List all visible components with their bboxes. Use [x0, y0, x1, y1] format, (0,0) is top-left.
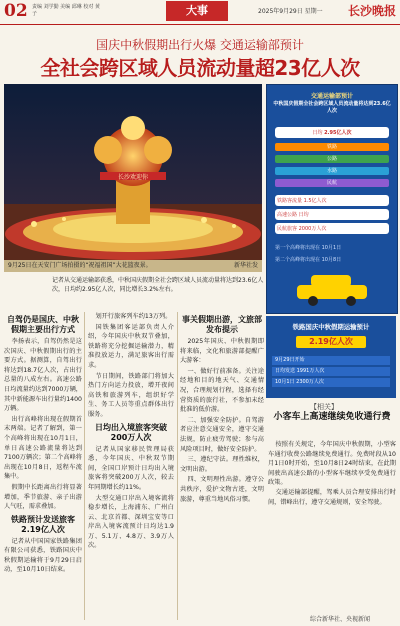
- col2-para: 节日期间，铁路部门将加大热门方向运力投放，增开夜间高铁和旅游列车，组织好学生、务工人员等重点群体出行服务。: [88, 372, 174, 418]
- source-credit: 综合新华社、央视新闻: [310, 616, 371, 623]
- col2-para: 国铁集团客运部负责人介绍，今年国庆中秋双节叠加，铁路将充分挖掘运输潜力，精准投放运力，满足旅客出行需求。: [88, 323, 174, 369]
- col2-subheading: 日均出入境旅客突破200万人次: [95, 422, 167, 442]
- col1-para: 李扬表示，自驾仍然是这次国庆、中秋假期出行的主要方式。据测算，自驾出行将达到18.7亿人次，占出行总量的八成左右。高速公路日均流量约达到7000万辆，其中新能源车出行量约1400万辆。: [4, 338, 82, 413]
- col1-para: 假期中长距离出行将显著增加，季节旅游、亲子出游人气旺，需求叠加。: [4, 483, 82, 511]
- issue-date: 2025年9月29日 星期一: [258, 8, 323, 15]
- col2-para: 大型交通口岸出入境客流将稳步增长，上海浦东、广州白云、北京首都、深圳宝安等口岸出入境客流预计日均达1.9万、5.1万、4.8万、3.9万人次。: [88, 494, 174, 550]
- col3-para: 一、做好行前准备。关注途经地和目的地天气、交通情况，合理规划行程，选择有经营资质的旅行社，不参加未经批准的低价游。: [180, 367, 264, 414]
- related-para: 交通运输部提醒，驾乘人员合理安排出行时间，错峰出行，遵守交通规则，安全驾驶。: [268, 488, 396, 506]
- col3-para: 二、加强安全防护。自驾游者应注意交通安全，遵守交通法规，防止疲劳驾驶；参与高风险项目时，做好安全防护。: [180, 416, 264, 453]
- railway-row: 10月1日 2300万人次: [272, 378, 390, 387]
- infographic-title: 交通运输部预计: [310, 93, 353, 100]
- infographic-subtitle: 中秋国庆假期全社会跨区域人员流动量将达到23.6亿人次: [273, 101, 391, 114]
- flower-basket-photo: [4, 84, 262, 260]
- col1-heading: 自驾仍是国庆、中秋假期主要出行方式: [7, 315, 79, 334]
- peak-note-1: 第一个高峰将出现在 10月1日: [275, 245, 342, 251]
- railway-row: 日均发送 1991万人次: [272, 367, 390, 376]
- infographic-daily-box: [275, 127, 389, 138]
- related-article: [268, 440, 396, 507]
- travel-infographic: [266, 84, 398, 314]
- mode-bar-water: 水路: [275, 167, 389, 175]
- col2-para: 划开行旅客列车约13万列。: [95, 313, 172, 320]
- article-column-1: [4, 312, 82, 576]
- mode-bar-road: 公路: [275, 155, 389, 163]
- newspaper-logo: 长沙晚报: [348, 4, 397, 18]
- article-column-2: [88, 312, 174, 552]
- col1-para: 出行高峰将出现在假期首末两端。记者了解到，第一个高峰将出现在10月1日，单日高速公路流量将达到7100万辆次；第二个高峰将出现在10月8日，返程车流集中。: [4, 415, 82, 481]
- info-air-box: 民航旅客 2000万人次: [275, 223, 389, 234]
- col3-heading: 事关假期出游，文旅部发布提示: [182, 315, 262, 334]
- night-photo-illustration: [4, 84, 262, 260]
- mode-bar-railway: 铁路: [275, 143, 389, 151]
- article-column-3: [180, 312, 264, 505]
- railway-infobox-title: 铁路国庆中秋假期运输预计: [292, 323, 370, 331]
- col3-para: 2025年国庆、中秋假期即将来临，文化和旅游部提醒广大游客：: [180, 338, 264, 365]
- railway-row: 9月29日开始: [272, 356, 390, 365]
- photo-caption: 9月25日在天安门广场拍摄的“祝福祖国”大花篮夜景。: [8, 262, 152, 269]
- railway-infobox: [266, 316, 396, 398]
- car-icon: [287, 271, 377, 307]
- related-title: 小客车上高速继续免收通行费: [273, 412, 391, 422]
- column-divider: [177, 312, 178, 620]
- page-number: 02: [4, 1, 28, 21]
- col1-subheading: 铁路预计发送旅客2.19亿人次: [11, 514, 75, 534]
- daily-label: 日均: [312, 130, 323, 136]
- info-railway-box: 铁路客流量 1.5亿人次: [275, 195, 389, 206]
- railway-row-list: [272, 356, 390, 389]
- mode-bar-air: 民航: [275, 179, 389, 187]
- headline: 全社会跨区域人员流动量超23亿人次: [40, 56, 360, 80]
- info-highway-box: 高速公路 日均: [275, 209, 389, 220]
- editor-credits: 责编 刘学勤 美编 邱琳 校对 黄子: [32, 4, 100, 17]
- photo-banner-text: 长沙欢迎你: [117, 174, 149, 181]
- col3-para: 四、文明理性出游。遵守公共秩序，爱护文物古迹，文明旅游，尊重当地风俗习惯。: [180, 476, 264, 503]
- photo-credit: 新华社发: [233, 262, 258, 269]
- photo-caption-bar: [4, 260, 262, 272]
- railway-passenger-total: 2.19亿人次: [296, 336, 366, 348]
- related-para: 按照有关规定，今年国庆中秋假期，小型客车通行收费公路继续免费通行。免费时段从10月1日0时开始，至10月8日24时结束，在此期间驶出高速公路的小型客车继续享受免费通行政策。: [268, 441, 396, 487]
- subheadline: 国庆中秋假期出行火爆 交通运输部预计: [96, 38, 304, 52]
- peak-note-2: 第二个高峰将出现在 10月8日: [275, 257, 342, 263]
- col2-para: 记者从国家移民管理局获悉，今年国庆、中秋双节期间，全国口岸预计日均出入境旅客将突破200万人次，较去年同期增长约11%。: [88, 445, 174, 491]
- col3-para: 三、遵纪守法。理性维权，文明出游。: [180, 456, 264, 473]
- daily-value: 2.95亿人次: [324, 130, 352, 136]
- related-tag: 【相关】: [310, 403, 338, 411]
- lead-summary: 记者从交通运输部获悉，中秋国庆假期全社会跨区域人员流动量将达到23.6亿人次，日均约2.95亿人次，同比增长3.2%左右。: [52, 277, 264, 293]
- col1-para: 记者从中国国家铁路集团有限公司获悉，铁路国庆中秋假期运输将于9月29日启动，至10月10日结束。: [4, 537, 82, 574]
- section-tag: 大事: [166, 1, 228, 21]
- column-divider: [84, 312, 85, 620]
